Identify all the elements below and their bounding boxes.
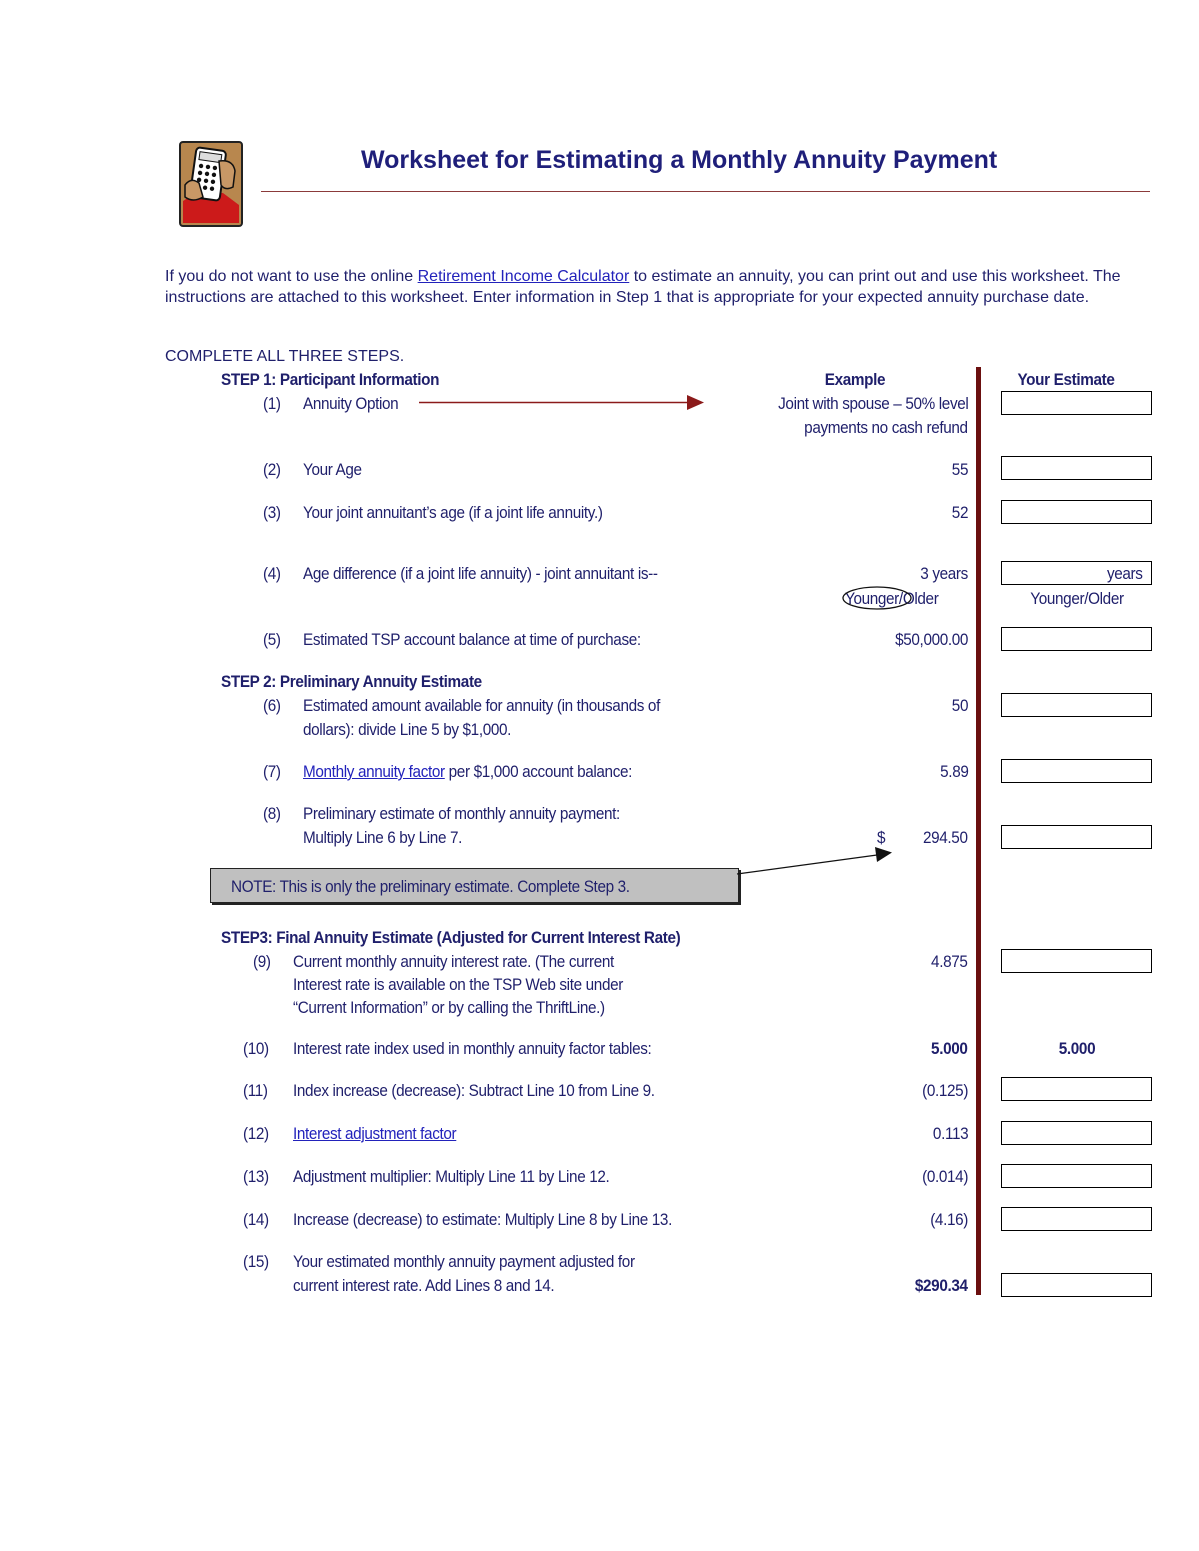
years-unit: years — [1107, 564, 1143, 583]
line13-label: Adjustment multiplier: Multiply Line 11 by Line 12. — [293, 1167, 610, 1186]
circle-mark-icon — [841, 585, 913, 611]
line7-label: Monthly annuity factor per $1,000 account balance: — [303, 762, 633, 781]
line4-label: Age difference (if a joint life annuity) - joint annuitant is-- — [303, 564, 658, 583]
line4-example-choice: Younger/Older — [845, 589, 939, 608]
calculator-logo-icon — [179, 141, 243, 227]
monthly-annuity-factor-link[interactable]: Monthly annuity factor — [303, 762, 445, 781]
line15-example: $290.34 — [915, 1276, 968, 1295]
line10-estimate: 5.000 — [1058, 1039, 1096, 1058]
line-number: (13) — [243, 1167, 269, 1186]
line-number: (5) — [263, 630, 281, 649]
line12-example: 0.113 — [932, 1124, 968, 1143]
line4-estimate-input[interactable] — [1001, 561, 1152, 585]
example-column-header: Example — [824, 370, 886, 389]
line5-example: $50,000.00 — [895, 630, 968, 649]
line6-estimate-input[interactable] — [1001, 693, 1152, 717]
line11-estimate-input[interactable] — [1001, 1077, 1152, 1101]
line1-example-a: Joint with spouse – 50% level — [777, 394, 968, 413]
line4-example: 3 years — [920, 564, 968, 583]
line-number: (6) — [263, 696, 281, 715]
younger-circled: Younger — [845, 589, 899, 608]
line6-example: 50 — [951, 696, 968, 715]
line-number: (2) — [263, 460, 281, 479]
line3-label: Your joint annuitant’s age (if a joint life annuity.) — [303, 503, 603, 522]
line-number: (4) — [263, 564, 281, 583]
line9-example: 4.875 — [931, 952, 968, 971]
line9-label-a: Current monthly annuity interest rate. (The current — [293, 952, 614, 971]
step2-heading: STEP 2: Preliminary Annuity Estimate — [221, 672, 482, 691]
line7-example: 5.89 — [939, 762, 968, 781]
line8-label-b: Multiply Line 6 by Line 7. — [303, 828, 463, 847]
line13-example: (0.014) — [922, 1167, 968, 1186]
line-number: (14) — [243, 1210, 269, 1229]
line-number: (15) — [243, 1252, 269, 1271]
your-estimate-column-header: Your Estimate — [1017, 370, 1115, 389]
line13-estimate-input[interactable] — [1001, 1164, 1152, 1188]
step3-heading: STEP3: Final Annuity Estimate (Adjusted for Current Interest Rate) — [221, 928, 681, 947]
step1-heading: STEP 1: Participant Information — [221, 370, 440, 389]
line2-example: 55 — [951, 460, 968, 479]
note-text: NOTE: This is only the preliminary estimate. Complete Step 3. — [231, 877, 630, 896]
line8-example: 294.50 — [923, 828, 968, 847]
intro-paragraph: If you do not want to use the online Retirement Income Calculator to estimate an annuity, you can print out and use this worksheet. The instructions are attached to this worksheet. Enter information in Step 1 that is appropriate for your expected annuity purchase date. — [165, 268, 1121, 306]
line5-estimate-input[interactable] — [1001, 627, 1152, 651]
line9-label-c: “Current Information” or by calling the ThriftLine.) — [293, 998, 605, 1017]
line11-example: (0.125) — [922, 1081, 968, 1100]
arrow-icon — [419, 394, 705, 412]
line15-estimate-input[interactable] — [1001, 1273, 1152, 1297]
line14-estimate-input[interactable] — [1001, 1207, 1152, 1231]
line5-label: Estimated TSP account balance at time of purchase: — [303, 630, 641, 649]
line2-estimate-input[interactable] — [1001, 456, 1152, 480]
line-number: (7) — [263, 762, 281, 781]
line-number: (9) — [253, 952, 271, 971]
preliminary-note — [210, 868, 739, 903]
line-number: (3) — [263, 503, 281, 522]
line8-estimate-input[interactable] — [1001, 825, 1152, 849]
line1-example-b: payments no cash refund — [804, 418, 968, 437]
line6-label-b: dollars): divide Line 5 by $1,000. — [303, 720, 512, 739]
line14-label: Increase (decrease) to estimate: Multiply Line 8 by Line 13. — [293, 1210, 672, 1229]
line3-estimate-input[interactable] — [1001, 500, 1152, 524]
interest-adjustment-factor-link[interactable]: Interest adjustment factor — [293, 1124, 457, 1143]
line-number: (8) — [263, 804, 281, 823]
line14-example: (4.16) — [930, 1210, 968, 1229]
line15-label-a: Your estimated monthly annuity payment adjusted for — [293, 1252, 635, 1271]
line9-estimate-input[interactable] — [1001, 949, 1152, 973]
line11-label: Index increase (decrease): Subtract Line 10 from Line 9. — [293, 1081, 655, 1100]
line4-estimate-choice: Younger/Older — [1030, 589, 1124, 608]
line15-label-b: current interest rate. Add Lines 8 and 14. — [293, 1276, 555, 1295]
line7-estimate-input[interactable] — [1001, 759, 1152, 783]
complete-all-steps: COMPLETE ALL THREE STEPS. — [165, 348, 405, 365]
page-title: Worksheet for Estimating a Monthly Annuity Payment — [361, 146, 998, 174]
line10-example: 5.000 — [931, 1039, 968, 1058]
column-divider — [976, 367, 981, 1295]
line-number: (11) — [243, 1081, 268, 1100]
line-number: (12) — [243, 1124, 269, 1143]
line-number: (10) — [243, 1039, 269, 1058]
line1-label: Annuity Option — [303, 394, 399, 413]
retirement-income-calculator-link[interactable]: Retirement Income Calculator — [417, 268, 630, 285]
line9-label-b: Interest rate is available on the TSP Web site under — [293, 975, 623, 994]
line1-estimate-input[interactable] — [1001, 391, 1152, 415]
line2-label: Your Age — [303, 460, 362, 479]
line8-currency: $ — [877, 828, 886, 847]
line10-label: Interest rate index used in monthly annuity factor tables: — [293, 1039, 652, 1058]
line6-label-a: Estimated amount available for annuity (in thousands of — [303, 696, 660, 715]
note-arrow-icon — [735, 842, 895, 878]
line12-estimate-input[interactable] — [1001, 1121, 1152, 1145]
line-number: (1) — [263, 394, 281, 413]
line3-example: 52 — [951, 503, 968, 522]
line8-label-a: Preliminary estimate of monthly annuity payment: — [303, 804, 620, 823]
title-divider — [261, 191, 1150, 192]
